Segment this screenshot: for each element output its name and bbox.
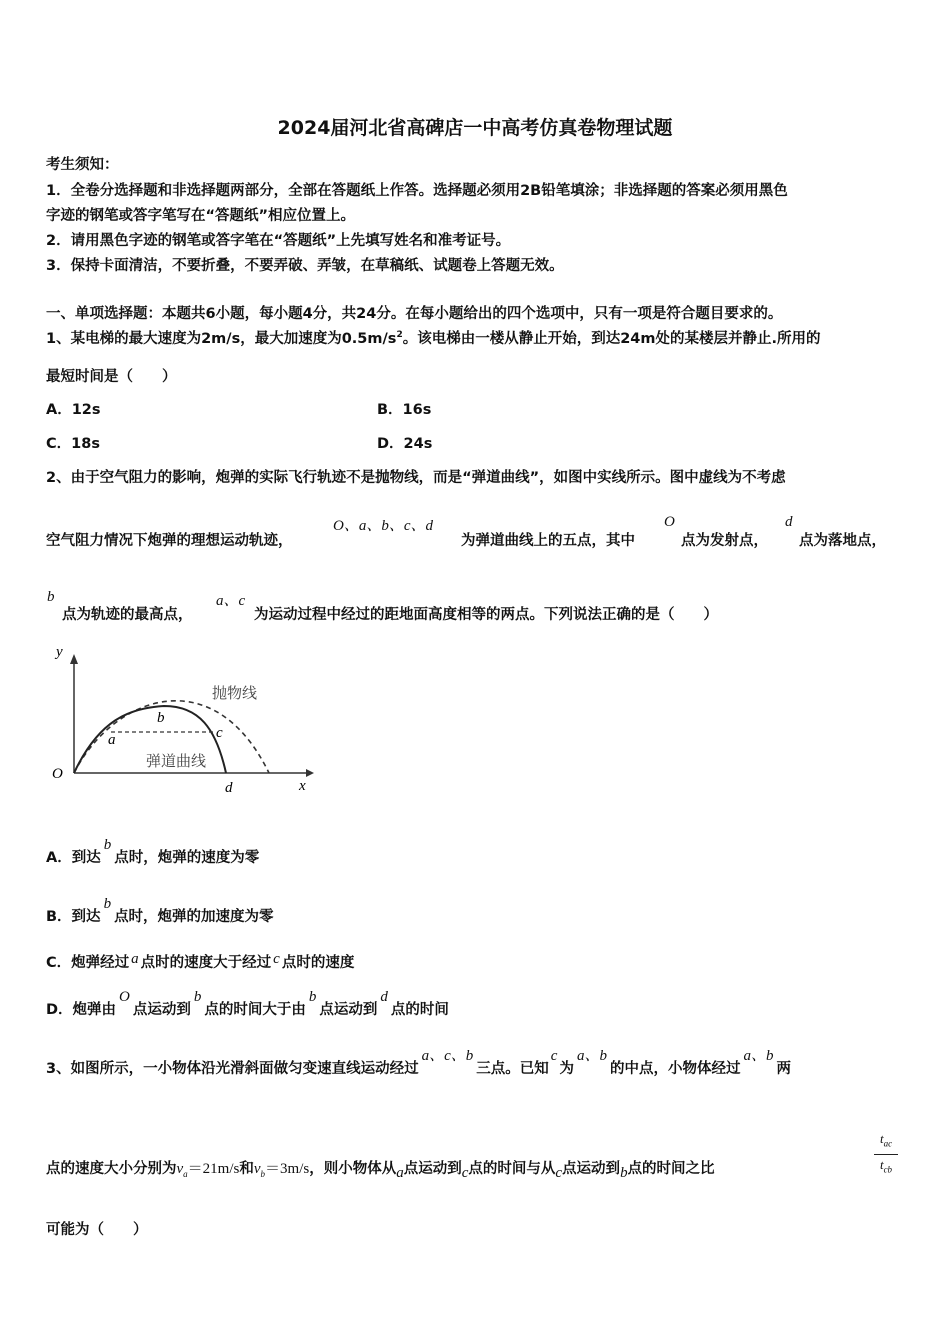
q1-stem-sup: 2 [396, 330, 403, 341]
q3-va-symbol: v [176, 1161, 184, 1177]
q3-vb-sub: b [260, 1169, 266, 1179]
point-d-label: d [225, 780, 233, 796]
q1-option-b: B．16s [377, 402, 432, 418]
q2-option-d-post: 点的时间 [390, 1002, 449, 1018]
section-heading: 一、单项选择题：本题共6小题，每小题4分，共24分。在每小题给出的四个选项中，只有一项是符合题目要求的。 [46, 306, 783, 322]
q3-points-ab: a、b [576, 1048, 607, 1064]
q2-option-c-var1: a [131, 951, 139, 967]
q3-points-ab-2: a、b [743, 1048, 774, 1064]
q2-option-a-post: 点时，炮弹的速度为零 [114, 850, 260, 866]
q2-option-d-mid3: 点运动到 [319, 1002, 378, 1018]
q1-option-a: A．12s [46, 402, 101, 418]
q2-point-d: d [785, 514, 793, 530]
q3-fraction [874, 1131, 898, 1177]
q3-l2-point-c: c [461, 1165, 469, 1181]
q3-stem-line1 [46, 1048, 791, 1078]
q2-stem-line2-c: 点为发射点， [681, 533, 768, 549]
q3-vb [254, 1161, 309, 1177]
q3-va-value: ＝21m/s [187, 1161, 240, 1177]
q3-l2-b: ，则小物体从 [309, 1161, 397, 1177]
q3-l2-e: 点运动到 [562, 1161, 621, 1177]
notice-heading: 考生须知： [46, 157, 119, 173]
q3-stem-line2 [46, 1157, 715, 1179]
q3-fraction-denominator [874, 1157, 898, 1178]
q2-point-b: b [47, 589, 55, 605]
q2-option-b-pre: B．到达 [46, 909, 101, 925]
q3-stem-e: 两 [776, 1061, 791, 1077]
q2-option-d-mid2: 点的时间大于由 [204, 1002, 306, 1018]
q2-stem-line3: 点为轨迹的最高点， [62, 607, 193, 623]
q2-option-b-var: b [103, 896, 112, 912]
q1-option-c: C．18s [46, 436, 100, 452]
q3-fraction-bar [874, 1154, 898, 1155]
q3-stem-c: 为 [559, 1061, 574, 1077]
notice-item-1: 1．全卷分选择题和非选择题两部分，全部在答题纸上作答。选择题必须用2B铅笔填涂；非选择题的答案必须用黑色 [46, 183, 788, 199]
q3-frac-den-symbol: t [879, 1156, 884, 1172]
y-axis-arrow-icon [70, 654, 78, 664]
notice-item-1-cont: 字迹的钢笔或答字笔写在“答题纸”相应位置上。 [46, 208, 356, 224]
notice-item-3: 3．保持卡面清洁，不要折叠，不要弄破、弄皱，在草稿纸、试题卷上答题无效。 [46, 258, 564, 274]
trajectory-figure [44, 640, 324, 800]
origin-label: O [52, 766, 63, 782]
point-a-label: a [108, 732, 116, 748]
q2-option-d [46, 989, 449, 1019]
q3-va-sub: a [183, 1169, 188, 1179]
notice-item-2: 2．请用黑色字迹的钢笔或答字笔在“答题纸”上先填写姓名和准考证号。 [46, 233, 511, 249]
q3-stem-d: 的中点，小物体经过 [609, 1061, 741, 1077]
q2-option-d-pre: D．炮弹由 [46, 1002, 117, 1018]
q2-stem-line2-d: 点为落地点， [799, 533, 886, 549]
q3-frac-num-sub: ac [883, 1138, 893, 1149]
q3-stem-b: 三点。已知 [476, 1061, 549, 1077]
q3-vb-value: ＝3m/s [265, 1161, 310, 1177]
q3-l2-point-a: a [396, 1165, 404, 1181]
page-title: 2024届河北省高碑店一中高考仿真卷物理试题 [277, 117, 673, 139]
q2-stem-line2-b: 为弹道曲线上的五点，其中 [461, 533, 635, 549]
q2-option-c-var2: c [273, 951, 280, 967]
q2-option-d-var2: b [193, 989, 202, 1005]
q3-stem-a: 3、如图所示，一小物体沿光滑斜面做匀变速直线运动经过 [46, 1061, 419, 1077]
q3-frac-den-sub: cb [883, 1164, 893, 1175]
q1-stem-post: 。该电梯由一楼从静止开始，到达24m处的某楼层并静止.所用的 [402, 331, 821, 347]
q2-stem-line2: 空气阻力情况下炮弹的理想运动轨迹， [46, 533, 293, 549]
q3-l2-and: 和 [239, 1161, 254, 1177]
q3-l2-f: 点的时间之比 [627, 1161, 715, 1177]
q3-l2-c: 点运动到 [403, 1161, 462, 1177]
point-b-label: b [157, 710, 165, 726]
y-axis-label: y [56, 644, 63, 660]
q3-frac-num-symbol: t [879, 1131, 884, 1146]
q2-point-o: O [664, 514, 675, 530]
parabola-label: 抛物线 [212, 686, 258, 702]
q2-option-b-post: 点时，炮弹的加速度为零 [114, 909, 274, 925]
q2-option-c-post: 点时的速度 [281, 955, 355, 971]
q2-option-d-var1: O [119, 989, 130, 1005]
q1-option-d: D．24s [377, 436, 433, 452]
q2-points-ac: a、c [216, 593, 246, 609]
q3-stem-line3: 可能为（ ） [46, 1222, 148, 1238]
q3-l2-point-c2: c [555, 1165, 563, 1181]
q2-option-a-var: b [103, 837, 112, 853]
q2-option-c-mid: 点时的速度大于经过 [140, 955, 272, 971]
q2-option-d-var3: b [308, 989, 317, 1005]
q2-option-a [46, 837, 260, 867]
q3-va [177, 1161, 240, 1177]
q2-option-d-var4: d [380, 989, 388, 1005]
q2-option-c [46, 951, 354, 972]
q3-l2-d: 点的时间与从 [468, 1161, 556, 1177]
q2-points-list: O、a、b、c、d [333, 518, 433, 534]
q3-vb-symbol: v [253, 1161, 261, 1177]
q2-option-d-mid1: 点运动到 [132, 1002, 191, 1018]
q3-fraction-numerator [874, 1131, 898, 1152]
q3-points: a、c、b [421, 1048, 474, 1064]
q3-l2-point-b: b [620, 1165, 628, 1181]
q1-stem-pre: 1、某电梯的最大速度为2m/s，最大加速度为0.5m/s [46, 331, 397, 347]
q1-stem-line2: 最短时间是（ ） [46, 369, 177, 385]
q2-stem-line1: 2、由于空气阻力的影响，炮弹的实际飞行轨迹不是抛物线，而是“弹道曲线”，如图中实线所示。图中虚线为不考虑 [46, 470, 786, 486]
x-axis-arrow-icon [306, 769, 314, 777]
q2-option-b [46, 896, 274, 926]
ballistic-label: 弹道曲线 [146, 754, 207, 770]
q3-point-c: c [550, 1048, 558, 1064]
q2-option-a-pre: A．到达 [46, 850, 101, 866]
point-c-label: c [216, 725, 223, 741]
q1-stem-line1 [46, 327, 821, 348]
q2-stem-line3-b: 为运动过程中经过的距地面高度相等的两点。下列说法正确的是（ ） [254, 607, 718, 623]
q3-l2-a: 点的速度大小分别为 [46, 1161, 177, 1177]
x-axis-label: x [299, 778, 306, 794]
q2-option-c-pre: C．炮弹经过 [46, 955, 130, 971]
